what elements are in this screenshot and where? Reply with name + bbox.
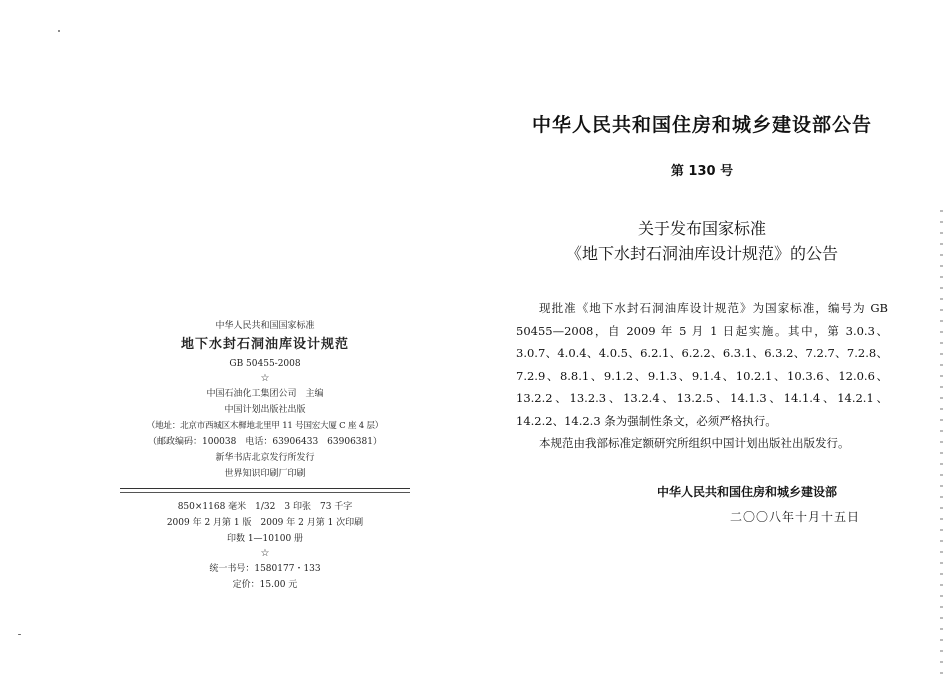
colophon-publisher: 中国计划出版社出版 [224,405,306,415]
announcement-issuer: 中华人民共和国住房和城乡建设部 [657,485,838,499]
colophon-divider-thin [120,492,410,493]
scan-edge-artifact [940,210,943,680]
announcement-subject-line-2: 《地下水封石洞油库设计规范》的公告 [565,244,838,263]
scan-speck [58,30,60,32]
star-divider-icon: ☆ [260,373,270,384]
scan-speck [18,634,21,635]
colophon-distributor: 新华书店北京发行所发行 [215,453,315,463]
colophon-divider-thick [120,488,410,489]
colophon-address: （地址：北京市西城区木樨地北里甲 11 号国宏大厦 C 座 4 层） [146,421,384,431]
colophon-edition: 2009 年 2 月第 1 版 2009 年 2 月第 1 次印刷 [166,518,364,528]
announcement-paragraph-1: 现批准《地下水封石洞油库设计规范》为国家标准，编号为 GB 50455—2008，自 2009 年 5 月 1 日起实施。其中，第 3.0.3、3.0.7、4.0.4、4.0.5、6.2.1、6.2.2、6.3.1、6.3.2、7.2.7、7.2.8、7.2.9、8.8.1、9.1.2、9.1.3、9.1.4、10.2.1、10.3.6、12.0.6、13.2.2、13.2.3、13.2.4、13.2.5、14.1.3、14.1.4、14.2.1、14.2.2、14.2.3 条为强制性条文，必须严格执行。 [516,301,888,428]
colophon-format: 850×1168 毫米 1/32 3 印张 73 千字 [177,502,353,512]
announcement-paragraph-2: 本规范由我部标准定额研究所组织中国计划出版社出版发行。 [539,436,850,450]
colophon [120,318,410,593]
announcement-heading: 中华人民共和国住房和城乡建设部公告 [531,114,872,136]
announcement-number: 第 130 号 [670,164,734,179]
colophon-series: 中华人民共和国国家标准 [215,321,315,331]
star-divider-icon: ☆ [260,548,270,559]
colophon-book-title: 地下水封石洞油库设计规范 [180,337,349,352]
colophon-editor: 中国石油化工集团公司 主编 [206,389,324,399]
colophon-book-number: 统一书号：1580177・133 [209,564,321,574]
colophon-price: 定价：15.00 元 [232,580,298,590]
colophon-print-run: 印数 1—10100 册 [226,534,304,544]
announcement-subject [512,216,892,266]
announcement-body [516,297,888,455]
colophon-printer: 世界知识印刷厂印刷 [224,469,306,479]
colophon-postcode-phone: （邮政编码：100038 电话：63906433 63906381） [148,437,382,447]
announcement-subject-line-1: 关于发布国家标准 [637,219,766,238]
colophon-standard-code: GB 50455-2008 [229,359,301,369]
announcement-date: 二〇〇八年十月十五日 [730,510,861,524]
